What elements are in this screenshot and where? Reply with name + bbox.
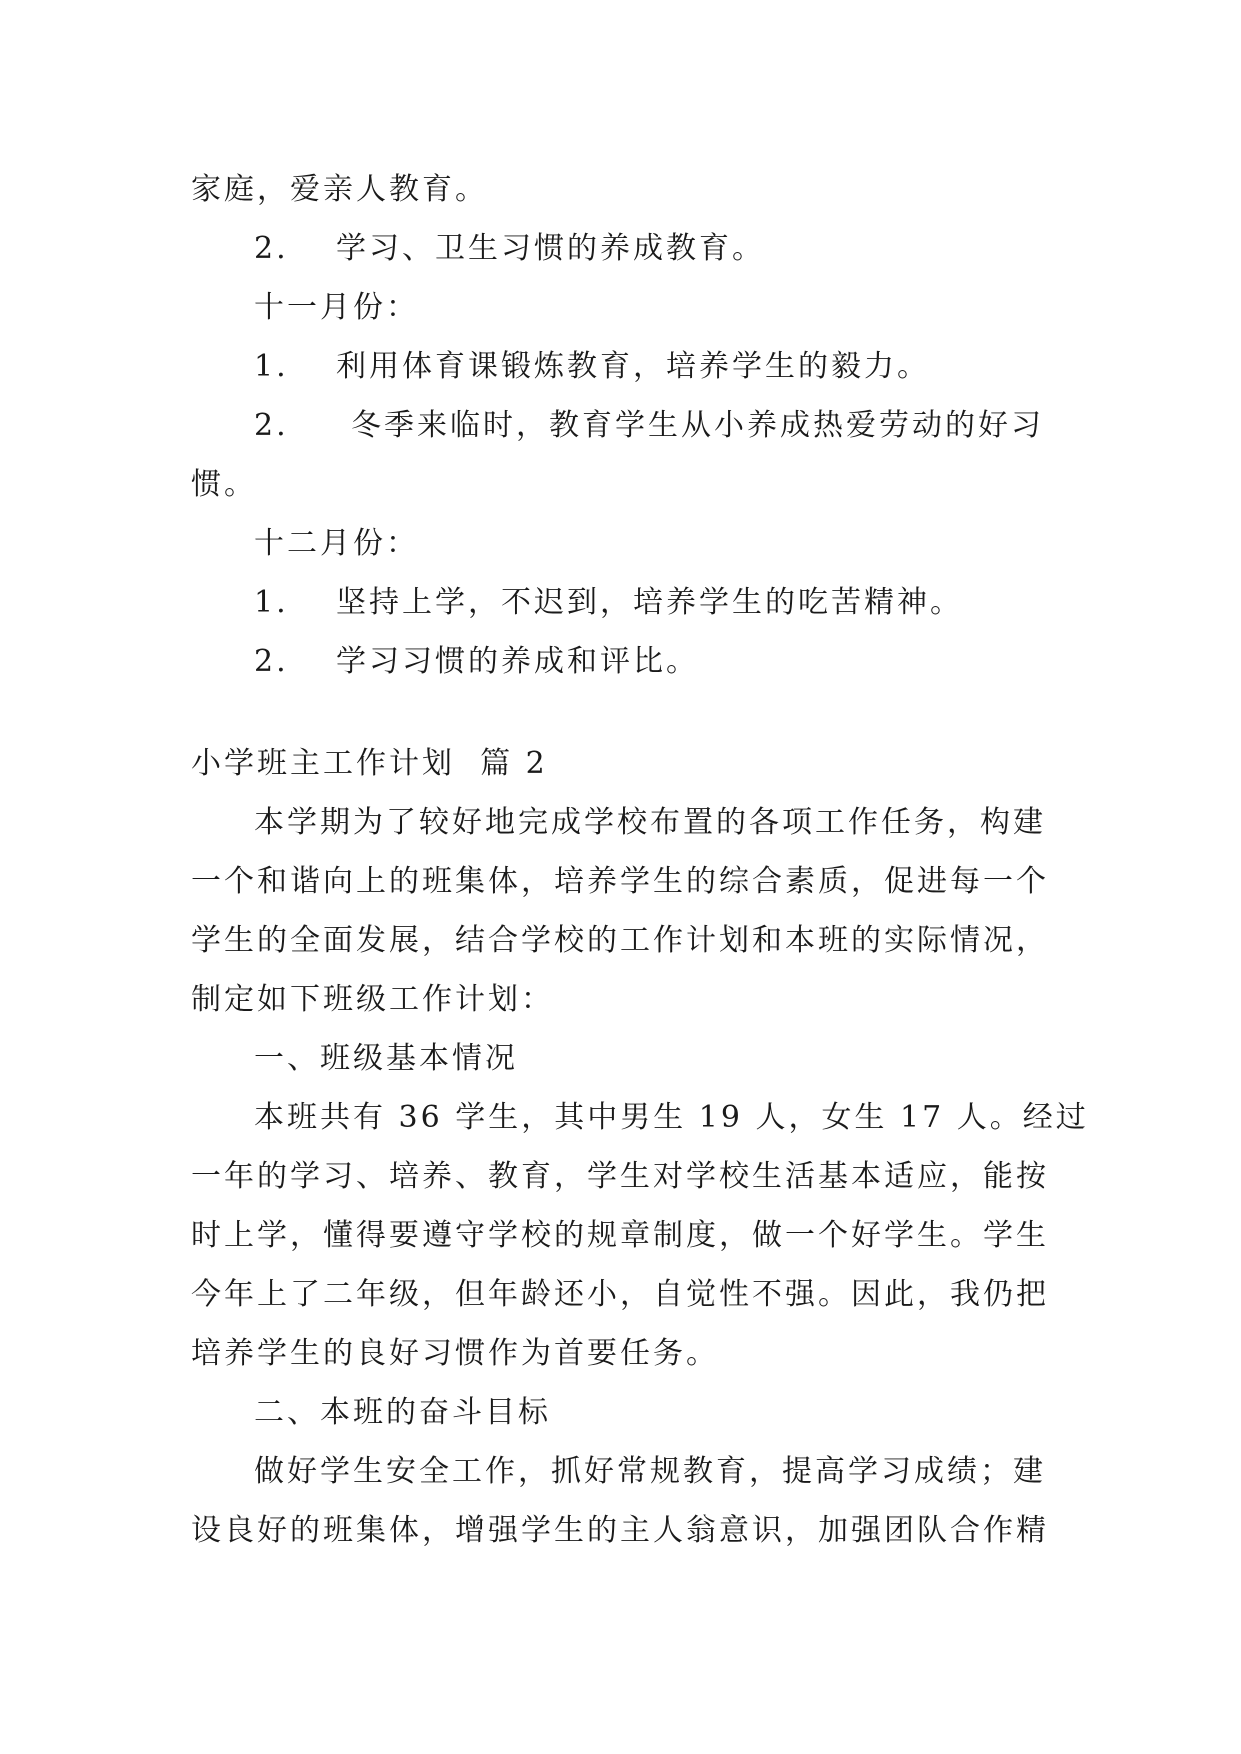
list-number: 2. bbox=[254, 231, 289, 266]
article-heading: 小学班主工作计划 篇 2 bbox=[191, 746, 548, 781]
list-item bbox=[191, 632, 1051, 691]
list-item bbox=[191, 573, 1051, 632]
paragraph-line: 培养学生的良好习惯作为首要任务。 bbox=[191, 1336, 719, 1371]
list-text: 学习、卫生习惯的养成教育。 bbox=[336, 231, 765, 266]
text-line: 惯。 bbox=[191, 467, 257, 502]
section-paragraph bbox=[191, 1088, 1089, 1383]
list-text: 冬季来临时，教育学生从小养成热爱劳动的好习 bbox=[351, 408, 1044, 443]
section-title: 二、本班的奋斗目标 bbox=[254, 1395, 551, 1430]
paragraph-line: 设良好的班集体，增强学生的主人翁意识，加强团队合作精 bbox=[191, 1513, 1049, 1548]
list-item bbox=[191, 396, 1051, 455]
paragraph-line: 一个和谐向上的班集体，培养学生的综合素质，促进每一个 bbox=[191, 864, 1049, 899]
section-title: 一、班级基本情况 bbox=[254, 1041, 518, 1076]
paragraph-line: 本班共有 36 学生，其中男生 19 人，女生 17 人。经过 bbox=[254, 1100, 1089, 1135]
list-text: 利用体育课锻炼教育，培养学生的毅力。 bbox=[336, 349, 930, 384]
section-paragraph bbox=[191, 1442, 1051, 1560]
list-number: 1. bbox=[254, 349, 289, 384]
paragraph-line: 做好学生安全工作，抓好常规教育，提高学习成绩；建 bbox=[254, 1454, 1046, 1489]
list-item bbox=[191, 219, 1051, 278]
month-heading: 十二月份： bbox=[254, 526, 419, 561]
list-item bbox=[191, 337, 1051, 396]
intro-paragraph bbox=[191, 793, 1051, 1029]
paragraph-line: 一年的学习、培养、教育，学生对学校生活基本适应，能按 bbox=[191, 1159, 1049, 1194]
paragraph-line: 制定如下班级工作计划： bbox=[191, 982, 554, 1017]
paragraph-line: 学生的全面发展，结合学校的工作计划和本班的实际情况， bbox=[191, 923, 1049, 958]
document-page bbox=[191, 160, 1089, 1560]
list-number: 2. bbox=[254, 408, 289, 443]
paragraph-line: 时上学，懂得要遵守学校的规章制度，做一个好学生。学生 bbox=[191, 1218, 1049, 1253]
list-number: 1. bbox=[254, 585, 289, 620]
list-text: 学习习惯的养成和评比。 bbox=[336, 644, 699, 679]
list-text: 坚持上学，不迟到，培养学生的吃苦精神。 bbox=[336, 585, 963, 620]
paragraph-line: 本学期为了较好地完成学校布置的各项工作任务，构建 bbox=[254, 805, 1046, 840]
paragraph-line: 今年上了二年级，但年龄还小，自觉性不强。因此，我仍把 bbox=[191, 1277, 1049, 1312]
month-heading: 十一月份： bbox=[254, 290, 419, 325]
list-number: 2. bbox=[254, 644, 289, 679]
text-line: 家庭，爱亲人教育。 bbox=[191, 172, 488, 207]
